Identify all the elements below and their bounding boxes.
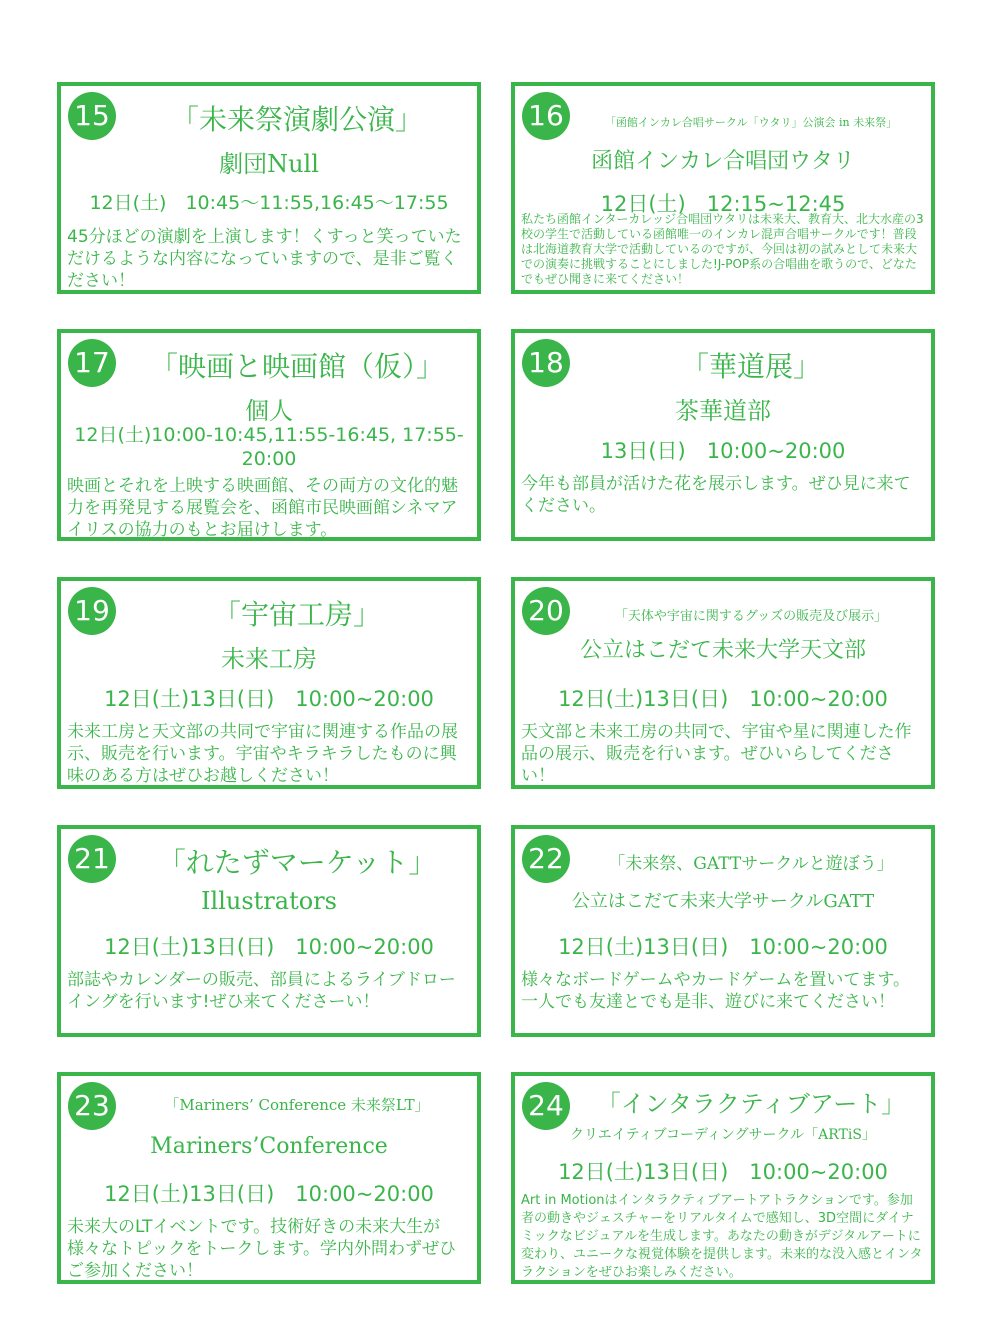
event-description: 部誌やカレンダーの販売、部員によるライブドローイングを行います!ぜひ来てくださーい！ xyxy=(67,970,456,1012)
event-card xyxy=(57,1072,481,1284)
event-organizer: 公立はこだて未来大学サークルGATT xyxy=(571,891,875,912)
event-card xyxy=(57,82,481,294)
event-number-badge: 17 xyxy=(68,339,116,387)
event-number-badge: 22 xyxy=(522,835,570,883)
event-time: 12日(土)13日(日) 10:00~20:00 xyxy=(104,1182,434,1206)
event-title: 「インタラクティブアート」 xyxy=(596,1090,906,1118)
event-title: 「Mariners’ Conference 未来祭LT」 xyxy=(164,1096,430,1114)
event-time: 12日(土)10:00-10:45,11:55-16:45, 17:55-20:00 xyxy=(74,424,464,470)
event-number-badge: 15 xyxy=(68,92,116,140)
event-description: 45分ほどの演劇を上演します！くすっと笑っていただけるような内容になっていますので、是非ご覧ください！ xyxy=(67,227,462,291)
event-title: 「未来祭演劇公演」 xyxy=(170,103,423,136)
event-time: 12日(土) 10:45〜11:55,16:45〜17:55 xyxy=(89,192,449,214)
event-card xyxy=(511,825,935,1037)
event-organizer: Mariners’Conference xyxy=(150,1134,388,1159)
event-number-badge: 20 xyxy=(522,587,570,635)
event-title: 「函館インカレ合唱サークル「ウタリ」公演会 in 未来祭」 xyxy=(604,116,898,129)
event-title: 「華道展」 xyxy=(680,350,821,383)
event-time: 12日(土)13日(日) 10:00~20:00 xyxy=(558,687,888,711)
event-card xyxy=(511,329,935,541)
event-title: 「映画と映画館（仮）」 xyxy=(149,350,444,383)
event-card xyxy=(511,577,935,789)
event-organizer: クリエイティブコーディングサークル「ARTiS」 xyxy=(570,1127,876,1143)
event-description: 未来工房と天文部の共同で宇宙に関連する作品の展示、販売を行います。宇宙やキラキラしたものに興味のある方はぜひお越しください！ xyxy=(67,722,458,786)
event-organizer: 劇団Null xyxy=(219,150,319,178)
event-number-badge: 19 xyxy=(68,587,116,635)
event-time: 12日(土) 12:15~12:45 xyxy=(600,192,846,216)
event-title: 「天体や宇宙に関するグッズの販売及び展示」 xyxy=(614,609,888,624)
event-description: 私たち函館インターカレッジ合唱団ウタリは未来大、教育大、北大水産の3校の学生で活動している函館唯一のインカレ混声合唱サークルです！普段は北海道教育大学で活動しているのですが、今回は初の試みとして未来大での演奏に挑戦することにしました!J-POP系の合唱曲を歌うので、どなたでもぜひ聞きに来てください！ xyxy=(521,212,924,286)
event-description: Art in Motionはインタラクティブアートアトラクションです。参加者の動きやジェスチャーをリアルタイムで感知し、3D空間にダイナミックなビジュアルを生成します。あなたの動きがデジタルアートに変わり、ユニークな視覚体験を提供します。未来的な没入感とインタラクションをぜひお楽しみください。 xyxy=(521,1193,923,1280)
event-card xyxy=(57,577,481,789)
event-card xyxy=(57,825,481,1037)
event-description: 映画とそれを上映する映画館、その両方の文化的魅力を再発見する展覧会を、函館市民映画館シネマアイリスの協力のもとお届けします。 xyxy=(67,476,458,540)
event-time: 12日(土)13日(日) 10:00~20:00 xyxy=(558,1160,888,1184)
event-title: 「れたずマーケット」 xyxy=(157,846,437,879)
event-time: 12日(土)13日(日) 10:00~20:00 xyxy=(558,935,888,959)
event-organizer: 函館インカレ合唱団ウタリ xyxy=(591,149,855,174)
event-description: 様々なボードゲームやカードゲームを置いてます。一人でも友達とでも是非、遊びに来てください！ xyxy=(521,970,910,1012)
event-organizer: 茶華道部 xyxy=(675,397,771,425)
event-number-badge: 16 xyxy=(522,92,570,140)
event-description: 未来大のLTイベントです。技術好きの未来大生が様々なトピックをトークします。学内外問わずぜひご参加ください！ xyxy=(67,1217,456,1281)
event-number-badge: 21 xyxy=(68,835,116,883)
event-time: 13日(日) 10:00~20:00 xyxy=(600,439,846,463)
event-organizer: 未来工房 xyxy=(221,645,317,673)
event-organizer: 公立はこだて未来大学天文部 xyxy=(579,638,866,663)
event-description: 天文部と未来工房の共同で、宇宙や星に関連した作品の展示、販売を行います。ぜひいらしてください！ xyxy=(521,722,912,786)
event-card xyxy=(511,82,935,294)
event-time: 12日(土)13日(日) 10:00~20:00 xyxy=(104,687,434,711)
event-title: 「宇宙工房」 xyxy=(212,598,381,631)
event-card xyxy=(57,329,481,541)
event-organizer: Illustrators xyxy=(201,887,337,915)
event-title: 「未来祭、GATTサークルと遊ぼう」 xyxy=(608,854,894,874)
event-number-badge: 18 xyxy=(522,339,570,387)
event-number-badge: 23 xyxy=(68,1082,116,1130)
event-time: 12日(土)13日(日) 10:00~20:00 xyxy=(104,935,434,959)
event-number-badge: 24 xyxy=(522,1082,570,1130)
event-organizer: 個人 xyxy=(245,397,293,425)
event-card xyxy=(511,1072,935,1284)
event-description: 今年も部員が活けた花を展示します。ぜひ見に来てください。 xyxy=(521,474,911,516)
